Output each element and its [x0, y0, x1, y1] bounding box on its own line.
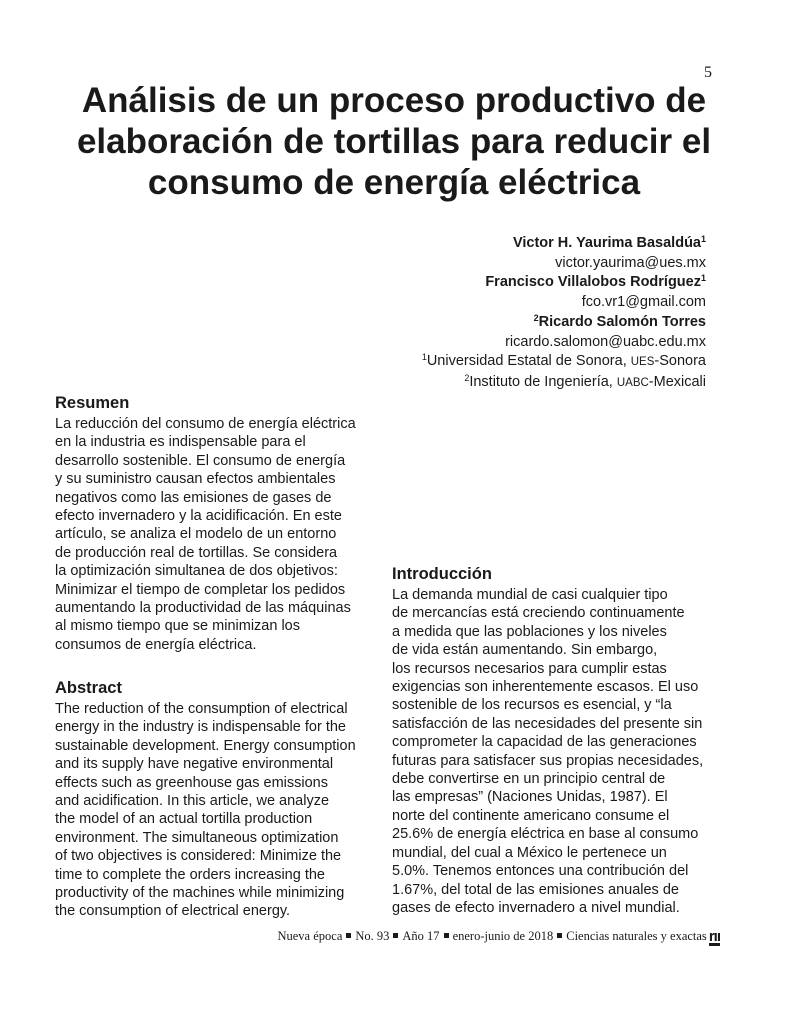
- author-email: ricardo.salomon@uabc.edu.mx: [505, 333, 706, 350]
- text-line: The reduction of the consumption of electrical: [55, 701, 348, 717]
- bullet-square-icon: [557, 933, 562, 938]
- author-name: Victor H. Yaurima Basaldúa$^1$: [512, 234, 706, 251]
- title-line: elaboración de tortillas para reducir el: [76, 122, 712, 161]
- resumen-heading: Resumen: [55, 394, 130, 412]
- text-line: 1.67%, del total de las emisiones anuales de: [392, 881, 679, 898]
- text-line: las empresas” (Naciones Unidas, 1987). El: [392, 789, 668, 806]
- text-line: sustainable development. Energy consumption: [55, 737, 356, 754]
- text-line: satisfacción de las necesidades del presente sin: [392, 715, 703, 732]
- affiliation-marker: 1: [700, 273, 706, 284]
- journal-logo: rıı: [708, 928, 720, 945]
- footer-date: enero-junio de 2018: [452, 929, 554, 943]
- introduccion-body: [392, 586, 703, 917]
- text-line: time to complete the orders increasing the: [55, 866, 325, 883]
- title-line: consumo de energía eléctrica: [147, 163, 641, 202]
- affiliation: $^2$Instituto de Ingeniería, UABC-Mexicali: [464, 372, 706, 390]
- text-line: 25.6% de energía eléctrica en base al consumo: [392, 826, 699, 843]
- footer-section: Ciencias naturales y exactas: [566, 929, 707, 943]
- author-name: $^2$Ricardo Salomón Torres: [533, 312, 706, 330]
- article-title: [40, 80, 748, 203]
- text-line: exigencias son inherentemente escasos. El uso: [392, 679, 699, 696]
- text-line: the model of an actual tortilla production: [55, 811, 313, 828]
- text-line: aumentando la productividad de las máquinas: [55, 600, 351, 617]
- text-line: 5.0%. Tenemos entonces una contribución del: [392, 863, 689, 880]
- text-line: de mercancías está creciendo continuamente: [392, 605, 685, 622]
- abstract-heading: Abstract: [55, 679, 122, 697]
- author-email: victor.yaurima@ues.mx: [555, 254, 706, 271]
- footer-year: Año 17: [402, 929, 440, 943]
- text-line: La demanda mundial de casi cualquier tipo: [392, 587, 668, 603]
- resumen-body: [55, 415, 356, 654]
- author-name: Francisco Villalobos Rodríguez$^1$: [485, 273, 706, 291]
- text-line: effects such as greenhouse gas emissions: [55, 774, 328, 791]
- title-line: Análisis de un proceso productivo de: [81, 81, 707, 120]
- journal-footer: [40, 928, 720, 946]
- text-line: efecto invernadero y la acidificación. En este: [55, 508, 342, 525]
- text-line: comprometer la capacidad de las generaciones: [392, 734, 697, 751]
- affiliation-marker: 2: [533, 312, 539, 323]
- text-line: sostenible de los recursos es esencial, y “la: [392, 697, 672, 714]
- text-line: al mismo tiempo que se minimizan los: [55, 618, 300, 635]
- bullet-square-icon: [444, 933, 449, 938]
- text-line: mundial, del cual a México le pertenece un: [392, 844, 667, 861]
- text-line: los recursos necesarios para cumplir estas: [392, 660, 667, 677]
- text-line: en la industria es indispensable para el: [55, 434, 306, 451]
- abstract-body: [55, 700, 356, 921]
- text-line: productivity of the machines while minimizing: [55, 885, 345, 902]
- text-line: and its supply have negative environmental: [55, 756, 334, 773]
- text-line: negativos como las emisiones de gases de: [55, 489, 332, 506]
- text-line: de vida están aumentando. Sin embargo,: [392, 642, 658, 659]
- text-line: Minimizar el tiempo de completar los pedidos: [55, 581, 346, 598]
- text-line: a medida que las poblaciones y los niveles: [392, 623, 667, 640]
- text-line: la optimización simultanea de dos objetivos:: [55, 563, 338, 580]
- text-line: futuras para satisfacer sus propias necesidades,: [392, 752, 704, 769]
- text-line: environment. The simultaneous optimization: [55, 829, 339, 846]
- affiliation-marker: 1: [700, 234, 706, 244]
- text-line: de producción real de tortillas. Se considera: [55, 544, 338, 561]
- text-line: norte del continente americano consume el: [392, 807, 670, 824]
- text-line: of two objectives is considered: Minimize the: [55, 848, 342, 865]
- author-email: fco.vr1@gmail.com: [581, 294, 706, 311]
- footer-issue: No. 93: [355, 929, 390, 943]
- text-line: gases de efecto invernadero a nivel mundial.: [392, 899, 680, 916]
- introduccion-heading: Introducción: [392, 565, 492, 583]
- text-line: y su suministro causan efectos ambientales: [55, 471, 336, 488]
- text-line: consumos de energía eléctrica.: [55, 636, 257, 653]
- bullet-square-icon: [393, 933, 398, 938]
- footer-series: Nueva época: [277, 929, 343, 943]
- affiliation: $^1$Universidad Estatal de Sonora, UES-Sonora: [421, 352, 706, 370]
- text-line: desarrollo sostenible. El consumo de energía: [55, 452, 346, 469]
- text-line: energy in the industry is indispensable for the: [55, 719, 346, 736]
- text-line: the consumption of electrical energy.: [55, 903, 291, 920]
- author-block: [380, 234, 706, 394]
- bullet-square-icon: [346, 933, 351, 938]
- text-line: debe convertirse en un principio central de: [392, 771, 666, 788]
- text-line: and acidification. In this article, we analyze: [55, 793, 330, 810]
- text-line: La reducción del consumo de energía eléctrica: [55, 416, 356, 432]
- text-line: artículo, se analiza el modelo de un entorno: [55, 526, 337, 543]
- page-number: 5: [704, 64, 712, 81]
